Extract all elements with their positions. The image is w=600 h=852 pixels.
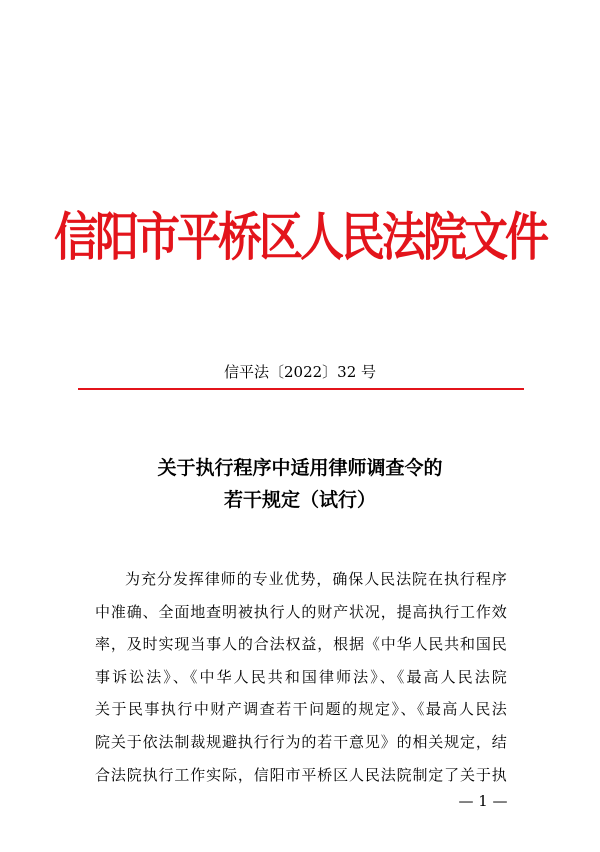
body-line: 院关于依法制裁规避执行行为的若干意见》的相关规定，结 <box>95 732 507 751</box>
body-line: 事诉讼法》、《中华人民共和国律师法》、《最高人民法院 <box>95 667 507 686</box>
body-line: 关于民事执行中财产调查若干问题的规定》、《最高人民法 <box>95 700 507 719</box>
main-title-line-2: 若干规定（试行） <box>223 489 376 511</box>
document-header-title: 信阳市平桥区人民法院文件 <box>54 207 546 268</box>
main-title <box>0 452 600 516</box>
body-line: 为充分发挥律师的专业优势，确保人民法院在执行程序 <box>125 570 507 588</box>
body-line: 中准确、全面地查明被执行人的财产状况，提高执行工作效 <box>95 602 507 621</box>
body-line: 率，及时实现当事人的合法权益，根据《中华人民共和国民 <box>95 635 507 654</box>
page-number: — 1 — <box>458 792 508 810</box>
red-separator-line <box>78 388 524 390</box>
body-line: 合法院执行工作实际，信阳市平桥区人民法院制定了关于执 <box>95 765 507 784</box>
main-title-line-1: 关于执行程序中适用律师调查令的 <box>157 457 443 479</box>
body-paragraph <box>95 563 507 791</box>
document-number: 信平法〔2022〕32 号 <box>223 363 377 381</box>
